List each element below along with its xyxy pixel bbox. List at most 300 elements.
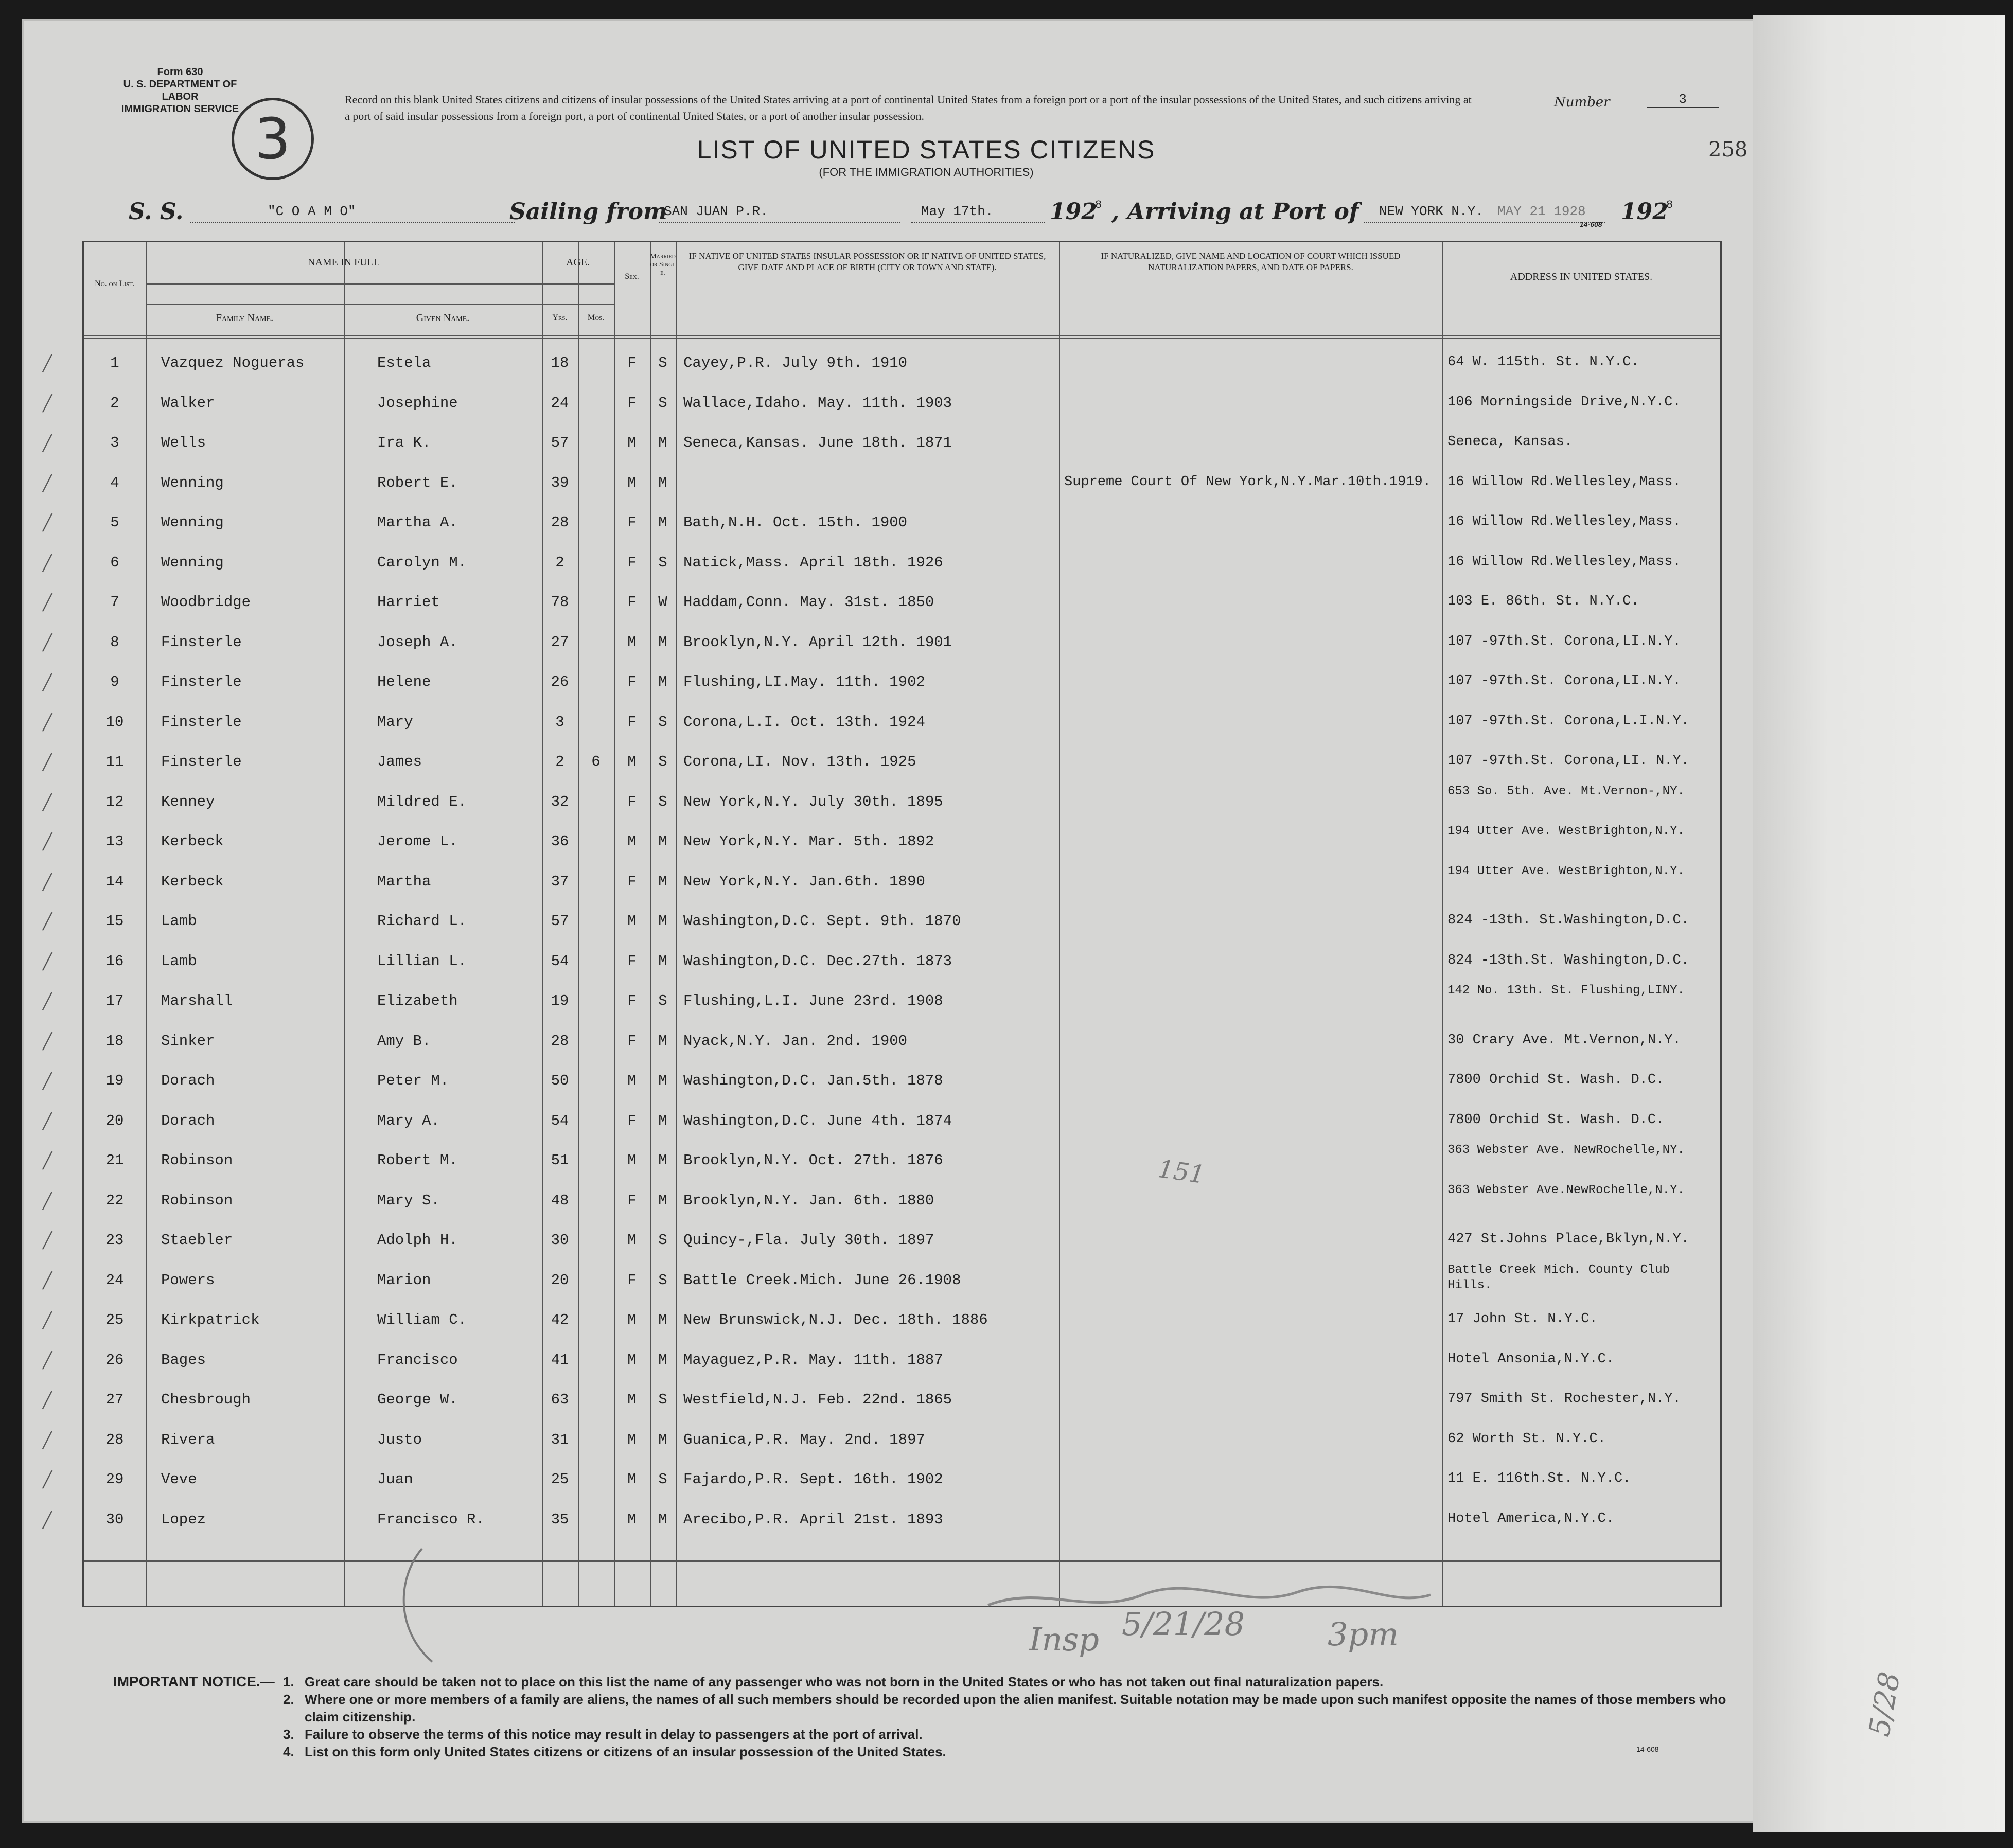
cell-given: Adolph H.	[377, 1232, 458, 1249]
cell-address: Battle Creek Mich. County Club Hills.	[1447, 1263, 1670, 1292]
form-id-block	[108, 66, 252, 115]
cell-yrs: 48	[551, 1192, 569, 1209]
table-row	[43, 1377, 1720, 1416]
cell-given: Francisco	[377, 1351, 458, 1369]
cell-given: Estela	[377, 354, 431, 371]
cell-no: 20	[105, 1112, 124, 1129]
cell-status: S	[658, 713, 667, 731]
col-header-address: ADDRESS IN UNITED STATES.	[1510, 271, 1653, 282]
notice-item: 1. Great care should be taken not to place on this list the name of any passenger who was not born in the United States or who has not taken out final naturalization papers.	[283, 1674, 1384, 1690]
year-digit-2: 8	[1666, 199, 1673, 211]
cell-birth: New Brunswick,N.J. Dec. 18th. 1886	[683, 1311, 988, 1328]
ss-label: S. S.	[129, 199, 184, 225]
table-row	[43, 1018, 1720, 1057]
cell-given: Lillian L.	[377, 952, 467, 970]
passenger-table	[43, 241, 1722, 1607]
cell-yrs: 32	[551, 793, 569, 810]
cell-given: Marion	[377, 1271, 431, 1289]
cell-no: 29	[105, 1471, 124, 1488]
cell-family: Veve	[161, 1471, 197, 1488]
cell-yrs: 25	[551, 1471, 569, 1488]
table-row	[43, 1417, 1720, 1456]
table-row	[43, 938, 1720, 978]
col-header-given: Given Name.	[416, 312, 470, 324]
cell-no: 30	[105, 1511, 124, 1528]
check-mark-icon: ╱	[43, 474, 52, 492]
cell-family: Lamb	[161, 952, 197, 970]
table-row	[43, 1456, 1720, 1496]
cell-yrs: 36	[551, 833, 569, 850]
cell-birth: New York,N.Y. Mar. 5th. 1892	[683, 833, 934, 850]
cell-sex: M	[627, 1311, 637, 1328]
header-rule	[146, 304, 614, 305]
cell-family: Kenney	[161, 793, 215, 810]
cell-no: 4	[110, 474, 119, 491]
year-digit-1: 8	[1095, 199, 1102, 211]
table-row	[43, 500, 1720, 539]
cell-given: George W.	[377, 1391, 458, 1408]
table-row	[43, 380, 1720, 419]
cell-family: Kerbeck	[161, 873, 224, 890]
sailing-label: Sailing from	[509, 199, 667, 225]
cell-address: 16 Willow Rd.Wellesley,Mass.	[1447, 554, 1681, 570]
table-row	[43, 460, 1720, 499]
cell-given: Mary S.	[377, 1192, 440, 1209]
cell-no: 10	[105, 713, 124, 731]
cell-address: 7800 Orchid St. Wash. D.C.	[1447, 1072, 1665, 1088]
header-bottom-rule	[84, 335, 1720, 336]
cell-status: M	[658, 514, 667, 531]
cell-address: 363 Webster Ave. NewRochelle,NY.	[1447, 1143, 1685, 1157]
cell-given: Joseph A.	[377, 633, 458, 651]
cell-sex: F	[627, 1032, 637, 1050]
cell-family: Marshall	[161, 992, 233, 1009]
cell-sex: M	[627, 1152, 637, 1169]
table-bottom-rule	[84, 1560, 1720, 1562]
cell-birth: Guanica,P.R. May. 2nd. 1897	[683, 1431, 925, 1448]
cell-status: M	[658, 1072, 667, 1089]
cell-yrs: 19	[551, 992, 569, 1009]
pencil-time: 3pm	[1328, 1615, 1399, 1653]
cell-status: S	[658, 793, 667, 810]
pencil-date: 5/21/28	[1122, 1605, 1245, 1643]
cell-birth: New York,N.Y. July 30th. 1895	[683, 793, 943, 810]
page-edge	[1753, 15, 2005, 1832]
check-mark-icon: ╱	[43, 1431, 52, 1449]
cell-yrs: 50	[551, 1072, 569, 1089]
cell-status: S	[658, 354, 667, 371]
table-row	[43, 420, 1720, 459]
cell-family: Vazquez Nogueras	[161, 354, 305, 371]
cell-yrs: 18	[551, 354, 569, 371]
cell-no: 27	[105, 1391, 124, 1408]
cell-no: 12	[105, 793, 124, 810]
cell-birth: Westfield,N.J. Feb. 22nd. 1865	[683, 1391, 952, 1408]
cell-family: Walker	[161, 394, 215, 412]
cell-address: Hotel Ansonia,N.Y.C.	[1447, 1351, 1615, 1367]
ship-name: "C O A M O"	[268, 204, 356, 219]
table-row	[43, 1297, 1720, 1336]
cell-given: Richard L.	[377, 913, 467, 930]
cell-status: M	[658, 1112, 667, 1129]
cell-no: 9	[110, 673, 119, 690]
check-mark-icon: ╱	[43, 633, 52, 652]
cell-sex: M	[627, 1351, 637, 1369]
cell-address: 16 Willow Rd.Wellesley,Mass.	[1447, 474, 1681, 490]
page-subtitle: (FOR THE IMMIGRATION AUTHORITIES)	[819, 166, 1034, 179]
col-header-naturalized: IF NATURALIZED, GIVE NAME AND LOCATION OF COURT WHICH ISSUED NATURALIZATION PAPERS, AND DATE OF PAPERS.	[1101, 251, 1401, 272]
cell-family: Kirkpatrick	[161, 1311, 260, 1328]
cell-sex: F	[627, 713, 637, 731]
cell-family: Lopez	[161, 1511, 206, 1528]
cell-family: Finsterle	[161, 673, 242, 690]
cell-yrs: 35	[551, 1511, 569, 1528]
pencil-initials: Insp	[1029, 1621, 1099, 1658]
form-number: Form 630	[157, 66, 203, 78]
cell-sex: F	[627, 1192, 637, 1209]
check-mark-icon: ╱	[43, 1232, 52, 1250]
pencil-number: 151	[1156, 1154, 1207, 1190]
cell-yrs: 2	[555, 554, 564, 571]
check-mark-icon: ╱	[43, 793, 52, 811]
service: IMMIGRATION SERVICE	[121, 103, 239, 115]
cell-no: 3	[110, 434, 119, 451]
check-mark-icon: ╱	[43, 1471, 52, 1489]
table-row	[43, 779, 1720, 818]
cell-sex: M	[627, 434, 637, 451]
cell-given: Juan	[377, 1471, 413, 1488]
cell-birth: Natick,Mass. April 18th. 1926	[683, 554, 943, 571]
cell-address: 107 -97th.St. Corona,LI.N.Y.	[1447, 673, 1681, 689]
cell-no: 23	[105, 1232, 124, 1249]
col-header-sex: Sex.	[625, 272, 639, 281]
cell-sex: M	[627, 1232, 637, 1249]
cell-birth: Washington,D.C. Sept. 9th. 1870	[683, 913, 961, 930]
cell-sex: M	[627, 1431, 637, 1448]
cell-address: 11 E. 116th.St. N.Y.C.	[1447, 1471, 1631, 1486]
cell-family: Dorach	[161, 1072, 215, 1089]
cell-status: M	[658, 1311, 667, 1328]
cell-status: M	[658, 952, 667, 970]
cell-sex: M	[627, 633, 637, 651]
arrival-port: NEW YORK N.Y.	[1379, 204, 1484, 219]
cell-birth: New York,N.Y. Jan.6th. 1890	[683, 873, 925, 890]
cell-given: Amy B.	[377, 1032, 431, 1050]
cell-address: 797 Smith St. Rochester,N.Y.	[1447, 1391, 1681, 1407]
notice-item: 2. Where one or more members of a family are aliens, the names of all such members should be recorded upon the alien manifest. Suitable notation may be made upon such manifest opposite the names of those members who claim citizenship.	[283, 1692, 1726, 1725]
cell-family: Wenning	[161, 554, 224, 571]
check-mark-icon: ╱	[43, 1511, 52, 1529]
cell-yrs: 28	[551, 1032, 569, 1050]
table-row	[43, 1098, 1720, 1137]
cell-yrs: 78	[551, 594, 569, 611]
cell-status: M	[658, 1192, 667, 1209]
cell-sex: F	[627, 514, 637, 531]
check-mark-icon: ╱	[43, 1311, 52, 1329]
cell-status: S	[658, 394, 667, 412]
cell-family: Powers	[161, 1271, 215, 1289]
cell-status: W	[658, 594, 667, 611]
cell-sex: M	[627, 1391, 637, 1408]
cell-status: M	[658, 833, 667, 850]
cell-yrs: 39	[551, 474, 569, 491]
cell-address: 30 Crary Ave. Mt.Vernon,N.Y.	[1447, 1032, 1681, 1048]
table-row	[43, 699, 1720, 738]
check-mark-icon: ╱	[43, 913, 52, 931]
check-mark-icon: ╱	[43, 394, 52, 413]
cell-status: M	[658, 1032, 667, 1050]
from-port: SAN JUAN P.R.	[664, 204, 768, 219]
cell-no: 21	[105, 1152, 124, 1169]
cell-given: Mildred E.	[377, 793, 467, 810]
cell-address: 103 E. 86th. St. N.Y.C.	[1447, 594, 1639, 609]
cell-sex: M	[627, 833, 637, 850]
ship-underline	[190, 222, 515, 223]
cell-no: 28	[105, 1431, 124, 1448]
table-row	[43, 898, 1720, 937]
col-header-family: Family Name.	[216, 312, 274, 324]
check-mark-icon: ╱	[43, 1112, 52, 1130]
check-mark-icon: ╱	[43, 1192, 52, 1210]
cell-address: 106 Morningside Drive,N.Y.C.	[1447, 394, 1681, 410]
cell-birth: Washington,D.C. June 4th. 1874	[683, 1112, 952, 1129]
header-rule	[146, 283, 614, 285]
cell-yrs: 54	[551, 952, 569, 970]
pencil-bracket	[391, 1538, 535, 1672]
cell-yrs: 54	[551, 1112, 569, 1129]
table-row	[43, 978, 1720, 1017]
cell-sex: F	[627, 952, 637, 970]
cell-no: 7	[110, 594, 119, 611]
cell-birth: Flushing,L.I. June 23rd. 1908	[683, 992, 943, 1009]
cell-status: M	[658, 633, 667, 651]
cell-address: 17 John St. N.Y.C.	[1447, 1311, 1598, 1327]
table-row	[43, 1217, 1720, 1256]
cell-birth: Nyack,N.Y. Jan. 2nd. 1900	[683, 1032, 908, 1050]
cell-address: 62 Worth St. N.Y.C.	[1447, 1431, 1606, 1447]
cell-status: M	[658, 434, 667, 451]
cell-address: 7800 Orchid St. Wash. D.C.	[1447, 1112, 1665, 1128]
cell-status: M	[658, 913, 667, 930]
print-code: 14-608	[1580, 220, 1602, 228]
check-mark-icon: ╱	[43, 1271, 52, 1290]
cell-yrs: 41	[551, 1351, 569, 1369]
table-row	[43, 579, 1720, 618]
cell-birth: Corona,LI. Nov. 13th. 1925	[683, 753, 916, 770]
check-mark-icon: ╱	[43, 1032, 52, 1051]
check-mark-icon: ╱	[43, 673, 52, 691]
cell-status: M	[658, 1431, 667, 1448]
cell-address: Hotel America,N.Y.C.	[1447, 1511, 1615, 1526]
circled-number: 3	[232, 98, 314, 180]
cell-mos: 6	[591, 753, 601, 770]
cell-status: M	[658, 673, 667, 690]
cell-status: M	[658, 1351, 667, 1369]
col-header-mos: Mos.	[587, 313, 605, 322]
cell-address: 824 -13th. St.Washington,D.C.	[1447, 913, 1689, 928]
cell-status: M	[658, 1511, 667, 1528]
cell-birth: Fajardo,P.R. Sept. 16th. 1902	[683, 1471, 943, 1488]
cell-yrs: 28	[551, 514, 569, 531]
check-mark-icon: ╱	[43, 354, 52, 372]
cell-address: 363 Webster Ave.NewRochelle,N.Y.	[1447, 1183, 1685, 1197]
cell-address: 142 No. 13th. St. Flushing,LINY.	[1447, 984, 1685, 998]
cell-address: 16 Willow Rd.Wellesley,Mass.	[1447, 514, 1681, 529]
cell-yrs: 63	[551, 1391, 569, 1408]
cell-status: S	[658, 992, 667, 1009]
col-header-no: No. on List.	[95, 279, 135, 288]
cell-family: Lamb	[161, 913, 197, 930]
cell-given: Josephine	[377, 394, 458, 412]
date-underline	[911, 222, 1045, 223]
cell-birth: Haddam,Conn. May. 31st. 1850	[683, 594, 934, 611]
cell-no: 26	[105, 1351, 124, 1369]
check-mark-icon: ╱	[43, 1391, 52, 1409]
cell-given: Peter M.	[377, 1072, 449, 1089]
cell-sex: M	[627, 1072, 637, 1089]
cell-address: 107 -97th.St. Corona,LI.N.Y.	[1447, 633, 1681, 649]
cell-address: 64 W. 115th. St. N.Y.C.	[1447, 354, 1639, 370]
table-row	[43, 859, 1720, 898]
table-row	[43, 1337, 1720, 1376]
check-mark-icon: ╱	[43, 434, 52, 452]
cell-no: 16	[105, 952, 124, 970]
form-instructions: Record on this blank United States citizens and citizens of insular possessions of the United States arriving at a port of continental United States from a foreign port or a port of the insular possessions of the United States, and such citizens arriving at a port of said insular possessions from a foreign port, a port of continental United States, or a port of another insular possession.	[345, 93, 1472, 122]
cell-no: 24	[105, 1271, 124, 1289]
voyage-line	[129, 199, 1724, 229]
cell-yrs: 31	[551, 1431, 569, 1448]
table-row	[43, 1138, 1720, 1177]
cell-naturalized: Supreme Court Of New York,N.Y.Mar.10th.1919.	[1064, 474, 1431, 490]
cell-status: S	[658, 1271, 667, 1289]
cell-given: Robert M.	[377, 1152, 458, 1169]
cell-birth: Brooklyn,N.Y. April 12th. 1901	[683, 633, 952, 651]
pencil-signature	[978, 1579, 1441, 1621]
cell-no: 5	[110, 514, 119, 531]
check-mark-icon: ╱	[43, 833, 52, 851]
check-mark-icon: ╱	[43, 1351, 52, 1370]
cell-status: S	[658, 1232, 667, 1249]
cell-given: Martha	[377, 873, 431, 890]
cell-family: Kerbeck	[161, 833, 224, 850]
cell-birth: Cayey,P.R. July 9th. 1910	[683, 354, 908, 371]
cell-yrs: 26	[551, 673, 569, 690]
cell-given: Elizabeth	[377, 992, 458, 1009]
year-label-2: 192	[1621, 199, 1668, 225]
page-number: 258	[1708, 138, 1748, 162]
cell-yrs: 42	[551, 1311, 569, 1328]
cell-family: Woodbridge	[161, 594, 251, 611]
cell-no: 17	[105, 992, 124, 1009]
check-mark-icon: ╱	[43, 1152, 52, 1170]
cell-given: Francisco R.	[377, 1511, 485, 1528]
cell-no: 19	[105, 1072, 124, 1089]
table-row	[43, 819, 1720, 858]
cell-family: Dorach	[161, 1112, 215, 1129]
cell-yrs: 57	[551, 913, 569, 930]
cell-birth: Wallace,Idaho. May. 11th. 1903	[683, 394, 952, 412]
table-row	[43, 1178, 1720, 1217]
table-row	[43, 1058, 1720, 1097]
cell-birth: Brooklyn,N.Y. Jan. 6th. 1880	[683, 1192, 934, 1209]
cell-no: 13	[105, 833, 124, 850]
cell-no: 22	[105, 1192, 124, 1209]
cell-address: Seneca, Kansas.	[1447, 434, 1573, 450]
cell-sex: F	[627, 1112, 637, 1129]
cell-given: Martha A.	[377, 514, 458, 531]
check-mark-icon: ╱	[43, 594, 52, 612]
cell-birth: Brooklyn,N.Y. Oct. 27th. 1876	[683, 1152, 943, 1169]
table-row	[43, 540, 1720, 579]
cell-sex: F	[627, 793, 637, 810]
cell-yrs: 57	[551, 434, 569, 451]
check-mark-icon: ╱	[43, 952, 52, 971]
cell-yrs: 20	[551, 1271, 569, 1289]
cell-family: Staebler	[161, 1232, 233, 1249]
table-row	[43, 1257, 1720, 1296]
table-row	[43, 340, 1720, 379]
cell-no: 15	[105, 913, 124, 930]
cell-sex: M	[627, 474, 637, 491]
number-value: 3	[1647, 92, 1719, 108]
cell-yrs: 30	[551, 1232, 569, 1249]
header-bottom-rule-2	[84, 338, 1720, 339]
table-row	[43, 1497, 1720, 1536]
cell-yrs: 37	[551, 873, 569, 890]
cell-address: 824 -13th.St. Washington,D.C.	[1447, 952, 1689, 968]
table-row	[43, 659, 1720, 698]
notice-label: IMPORTANT NOTICE.—	[113, 1674, 275, 1690]
margin-note: 5/28	[1862, 1669, 1907, 1739]
cell-address: 427 St.Johns Place,Bklyn,N.Y.	[1447, 1232, 1689, 1247]
number-label: Number	[1554, 95, 1610, 110]
cell-given: Jerome L.	[377, 833, 458, 850]
cell-given: James	[377, 753, 422, 770]
cell-yrs: 24	[551, 394, 569, 412]
department: U. S. DEPARTMENT OF LABOR	[123, 79, 237, 102]
notice-item: 3. Failure to observe the terms of this notice may result in delay to passengers at the port of arrival.	[283, 1727, 923, 1742]
cell-yrs: 3	[555, 713, 564, 731]
cell-family: Bages	[161, 1351, 206, 1369]
cell-birth: Quincy-,Fla. July 30th. 1897	[683, 1232, 934, 1249]
col-header-name: NAME IN FULL	[308, 257, 380, 268]
cell-family: Finsterle	[161, 633, 242, 651]
cell-family: Robinson	[161, 1192, 233, 1209]
bottom-code: 14-608	[1636, 1745, 1659, 1753]
cell-birth: Corona,L.I. Oct. 13th. 1924	[683, 713, 925, 731]
cell-given: William C.	[377, 1311, 467, 1328]
table-row	[43, 739, 1720, 778]
cell-status: M	[658, 1152, 667, 1169]
cell-no: 8	[110, 633, 119, 651]
cell-family: Finsterle	[161, 753, 242, 770]
check-mark-icon: ╱	[43, 992, 52, 1010]
cell-status: S	[658, 1471, 667, 1488]
check-mark-icon: ╱	[43, 873, 52, 891]
cell-no: 6	[110, 554, 119, 571]
col-header-yrs: Yrs.	[552, 313, 568, 322]
col-header-age: AGE.	[566, 257, 590, 268]
cell-family: Finsterle	[161, 713, 242, 731]
cell-family: Chesbrough	[161, 1391, 251, 1408]
cell-birth: Seneca,Kansas. June 18th. 1871	[683, 434, 952, 451]
cell-status: M	[658, 474, 667, 491]
cell-sex: F	[627, 554, 637, 571]
check-mark-icon: ╱	[43, 514, 52, 532]
cell-yrs: 27	[551, 633, 569, 651]
cell-no: 2	[110, 394, 119, 412]
cell-birth: Bath,N.H. Oct. 15th. 1900	[683, 514, 908, 531]
